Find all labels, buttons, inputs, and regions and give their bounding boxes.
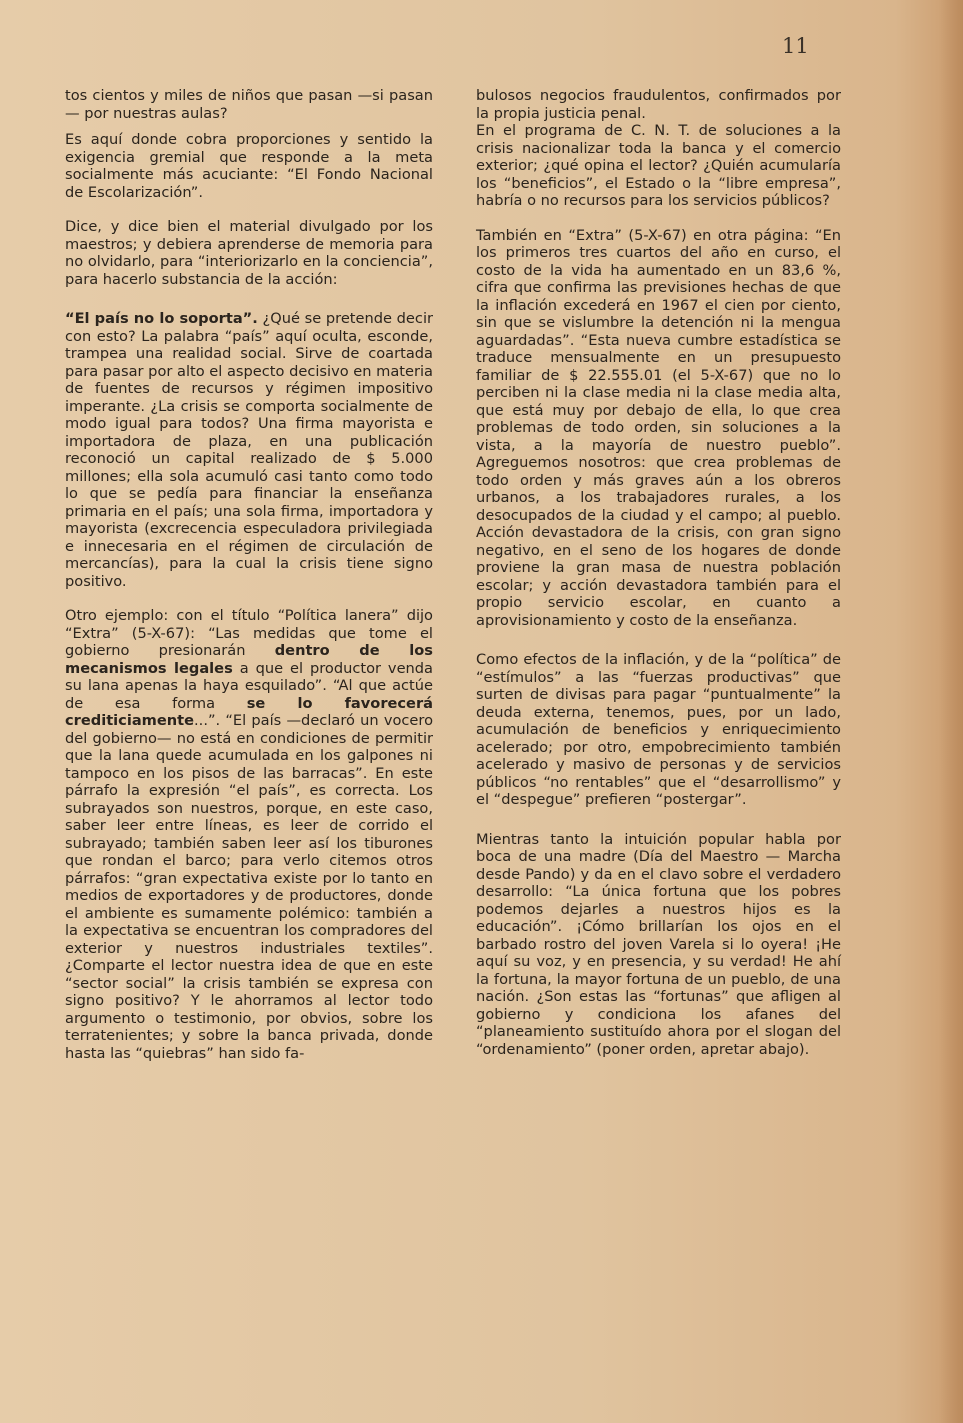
paragraph: bulosos negocios fraudulentos, confirmados por la propia justicia penal. (476, 87, 841, 122)
paragraph-text: ...”. “El país —declaró un vocero del gobierno— no está en condiciones de permitir que la lana quede acumulada en los galpones ni tampoco en los pisos de las barracas”. En este párrafo la expresión “el país”, es correcta. Los subrayados son nuestros, porque, en este caso, saber leer entre líneas, es leer de corrido el subrayado; también saben leer así los tiburones que rondan el barco; para verlo citemos otros párrafos: “gran expectativa existe por lo tanto en medios de exportadores y de productores, donde el ambiente es sumamente polémico: también a la expectativa se encuentran los compradores del exterior y nuestros industriales textiles”. ¿Comparte el lector nuestra idea de que en este “sector social” la crisis también se expresa con signo positivo? Y le ahorramos al lector todo argumento o testimonio, por obvios, sobre los terratenientes; y sobre la banca privada, donde hasta las “quiebras” han sido fa- (65, 712, 433, 1062)
paragraph (65, 310, 433, 590)
bold-phrase: dentro de los mecanismos legales (65, 642, 433, 677)
paragraph-text: ¿Qué se pretende decir con esto? La palabra “país” aquí oculta, esconde, trampea una realidad social. Sirve de coartada para pasar por alto el aspecto decisivo en materia de fuentes de recursos y régimen impositivo imperante. ¿La crisis se comporta socialmente de modo igual para todos? Una firma mayorista e importadora de plaza, en una publicación reconoció un capital realizado de $ 5.000 millones; ella sola acumuló casi tanto como todo lo que se pedía para financiar la enseñanza primaria en el país; una sola firma, importadora y mayorista (excrecencia especuladora privilegiada e innecesaria en el régimen de circulación de mercancías), para la cual la crisis tiene signo positivo. (65, 310, 433, 590)
paragraph: En el programa de C. N. T. de soluciones a la crisis nacionalizar toda la banca y el comercio exterior; ¿qué opina el lector? ¿Quién acumularía los “beneficios”, el Estado o la “libre empresa”, habría o no recursos para los servicios públicos? (476, 122, 841, 209)
paragraph-text: Otro ejemplo: con el título “Política lanera” dijo “Extra” (5-X-67): “Las medidas que tome el gobierno presionarán (65, 607, 433, 659)
paragraph-text: a que el productor venda su lana apenas la haya esquilado”. “Al que actúe de esa forma (65, 659, 434, 712)
paragraph: También en “Extra” (5-X-67) en otra página: “En los primeros tres cuartos del año en curso, el costo de la vida ha aumentado en un 83,6 %, cifra que confirma las previsiones hechas de que la inflación excederá en 1967 el cien por ciento, sin que se vislumbre la detención ni la mengua aguardadas”. “Esta nueva cumbre estadística se traduce mensualmente en un presupuesto familiar de $ 22.555.01 (el 5-X-67) que no lo perciben ni la clase media ni la clase media alta, que está muy por debajo de ella, lo que crea problemas de todo orden, sin soluciones a la vista, a la mayoría de nuestro pueblo”. Agreguemos nosotros: que crea problemas de todo orden y más graves aún a los obreros urbanos, a los trabajadores rurales, a los desocupados de la ciudad y el campo; al pueblo. Acción devastadora de la crisis, con gran signo negativo, en el seno de los hogares de donde proviene la gran masa de nuestra población escolar; y acción devastadora también para el propio servicio escolar, en cuanto a aprovisionamiento y costo de la enseñanza. (476, 226, 841, 629)
paragraph (65, 607, 433, 1062)
paragraph: Como efectos de la inflación, y de la “política” de “estímulos” a las “fuerzas productivas” que surten de divisas para pagar “puntualmente” la deuda externa, tenemos, pues, por un lado, acumulación de beneficios y enriquecimiento acelerado; por otro, empobrecimiento también acelerado y masivo de personas y de servicios públicos “no rentables” que el “desarrollismo” y el “despegue” prefieren “postergar”. (476, 651, 841, 808)
left-column (65, 87, 433, 1079)
paragraph: tos cientos y miles de niños que pasan —si pasan— por nuestras aulas? (65, 87, 433, 122)
bold-phrase: se lo favorecerá crediticiamente (65, 694, 434, 729)
page-number: 11 (782, 34, 809, 58)
paragraph: Mientras tanto la intuición popular habla por boca de una madre (Día del Maestro — Marcha desde Pando) y da en el clavo sobre el verdadero desarrollo: “La única fortuna que los pobres podemos dejarles a nuestros hijos es la educación”. ¡Cómo brillarían los ojos en el barbado rostro del joven Varela si lo oyera! ¡He aquí su voz, y en presencia, y su verdad! He ahí la fortuna, la mayor fortuna de un pueblo, de una nación. ¿Son estas las “fortunas” que afligen al gobierno y condiciona los afanes del “planeamiento sustituído ahora por el slogan del “ordenamiento” (poner orden, apretar abajo). (476, 830, 841, 1058)
paragraph: Es aquí donde cobra proporciones y sentido la exigencia gremial que responde a la meta socialmente más acuciante: “El Fondo Nacional de Escolarización”. (65, 131, 433, 201)
paragraph: Dice, y dice bien el material divulgado por los maestros; y debiera aprenderse de memoria para no olvidarlo, para “interiorizarlo en la conciencia”, para hacerlo substancia de la acción: (65, 218, 433, 288)
bold-phrase: “El país no lo soporta”. (65, 310, 258, 327)
right-column (476, 87, 841, 1075)
page-edge-shadow (939, 0, 963, 1423)
